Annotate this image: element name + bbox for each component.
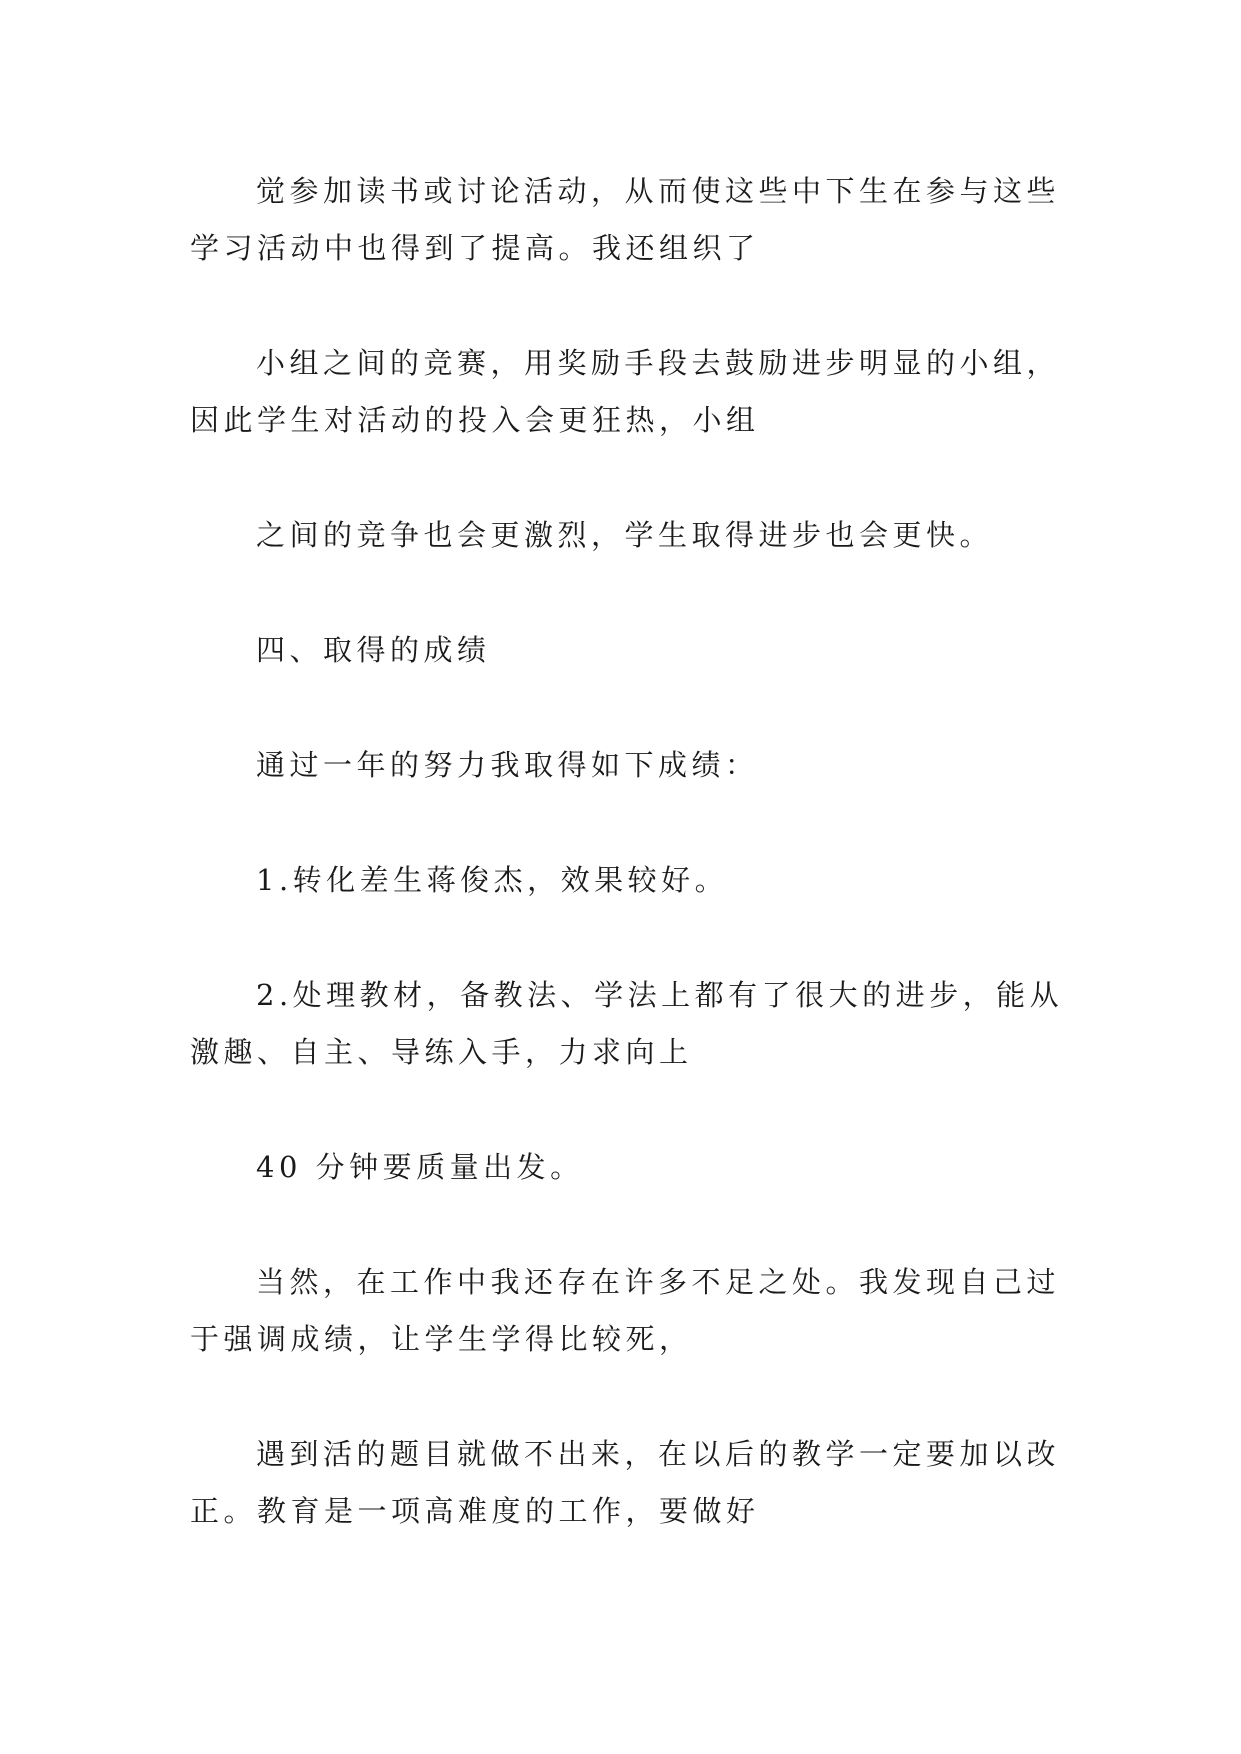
list-item-2 [190,967,1070,1081]
paragraph-6 [190,1254,1070,1368]
paragraph-line: 2.处理教材，备教法、学法上都有了很大的进步，能从 [256,978,1064,1012]
paragraph-line: 小组之间的竞赛，用奖励手段去鼓励进步明显的小组， [256,346,1061,380]
list-item-text: 1.转化差生蒋俊杰，效果较好。 [256,863,729,897]
paragraph-line: 之间的竞争也会更激烈，学生取得进步也会更快。 [256,518,994,552]
paragraph-1 [190,163,1070,277]
paragraph-line: 正。教育是一项高难度的工作，要做好 [190,1494,760,1528]
paragraph-2 [190,335,1070,449]
paragraph-5 [190,1139,1070,1196]
paragraph-line: 当然，在工作中我还存在许多不足之处。我发现自己过 [256,1265,1061,1299]
paragraph-line: 遇到活的题目就做不出来，在以后的教学一定要加以改 [256,1437,1061,1471]
section-heading-text: 四、取得的成绩 [256,633,491,667]
paragraph-4 [190,737,1070,794]
paragraph-line: 觉参加读书或讨论活动，从而使这些中下生在参与这些 [256,174,1061,208]
paragraph-line: 激趣、自主、导练入手，力求向上 [190,1035,693,1069]
paragraph-line: 40 分钟要质量出发。 [256,1150,584,1184]
paragraph-7 [190,1426,1070,1540]
paragraph-3 [190,507,1070,564]
list-item-1 [190,852,1070,909]
paragraph-line: 因此学生对活动的投入会更狂热，小组 [190,403,760,437]
paragraph-line: 学习活动中也得到了提高。我还组织了 [190,231,760,265]
section-heading [190,622,1070,679]
paragraph-line: 于强调成绩，让学生学得比较死， [190,1322,693,1356]
paragraph-line: 通过一年的努力我取得如下成绩： [256,748,759,782]
